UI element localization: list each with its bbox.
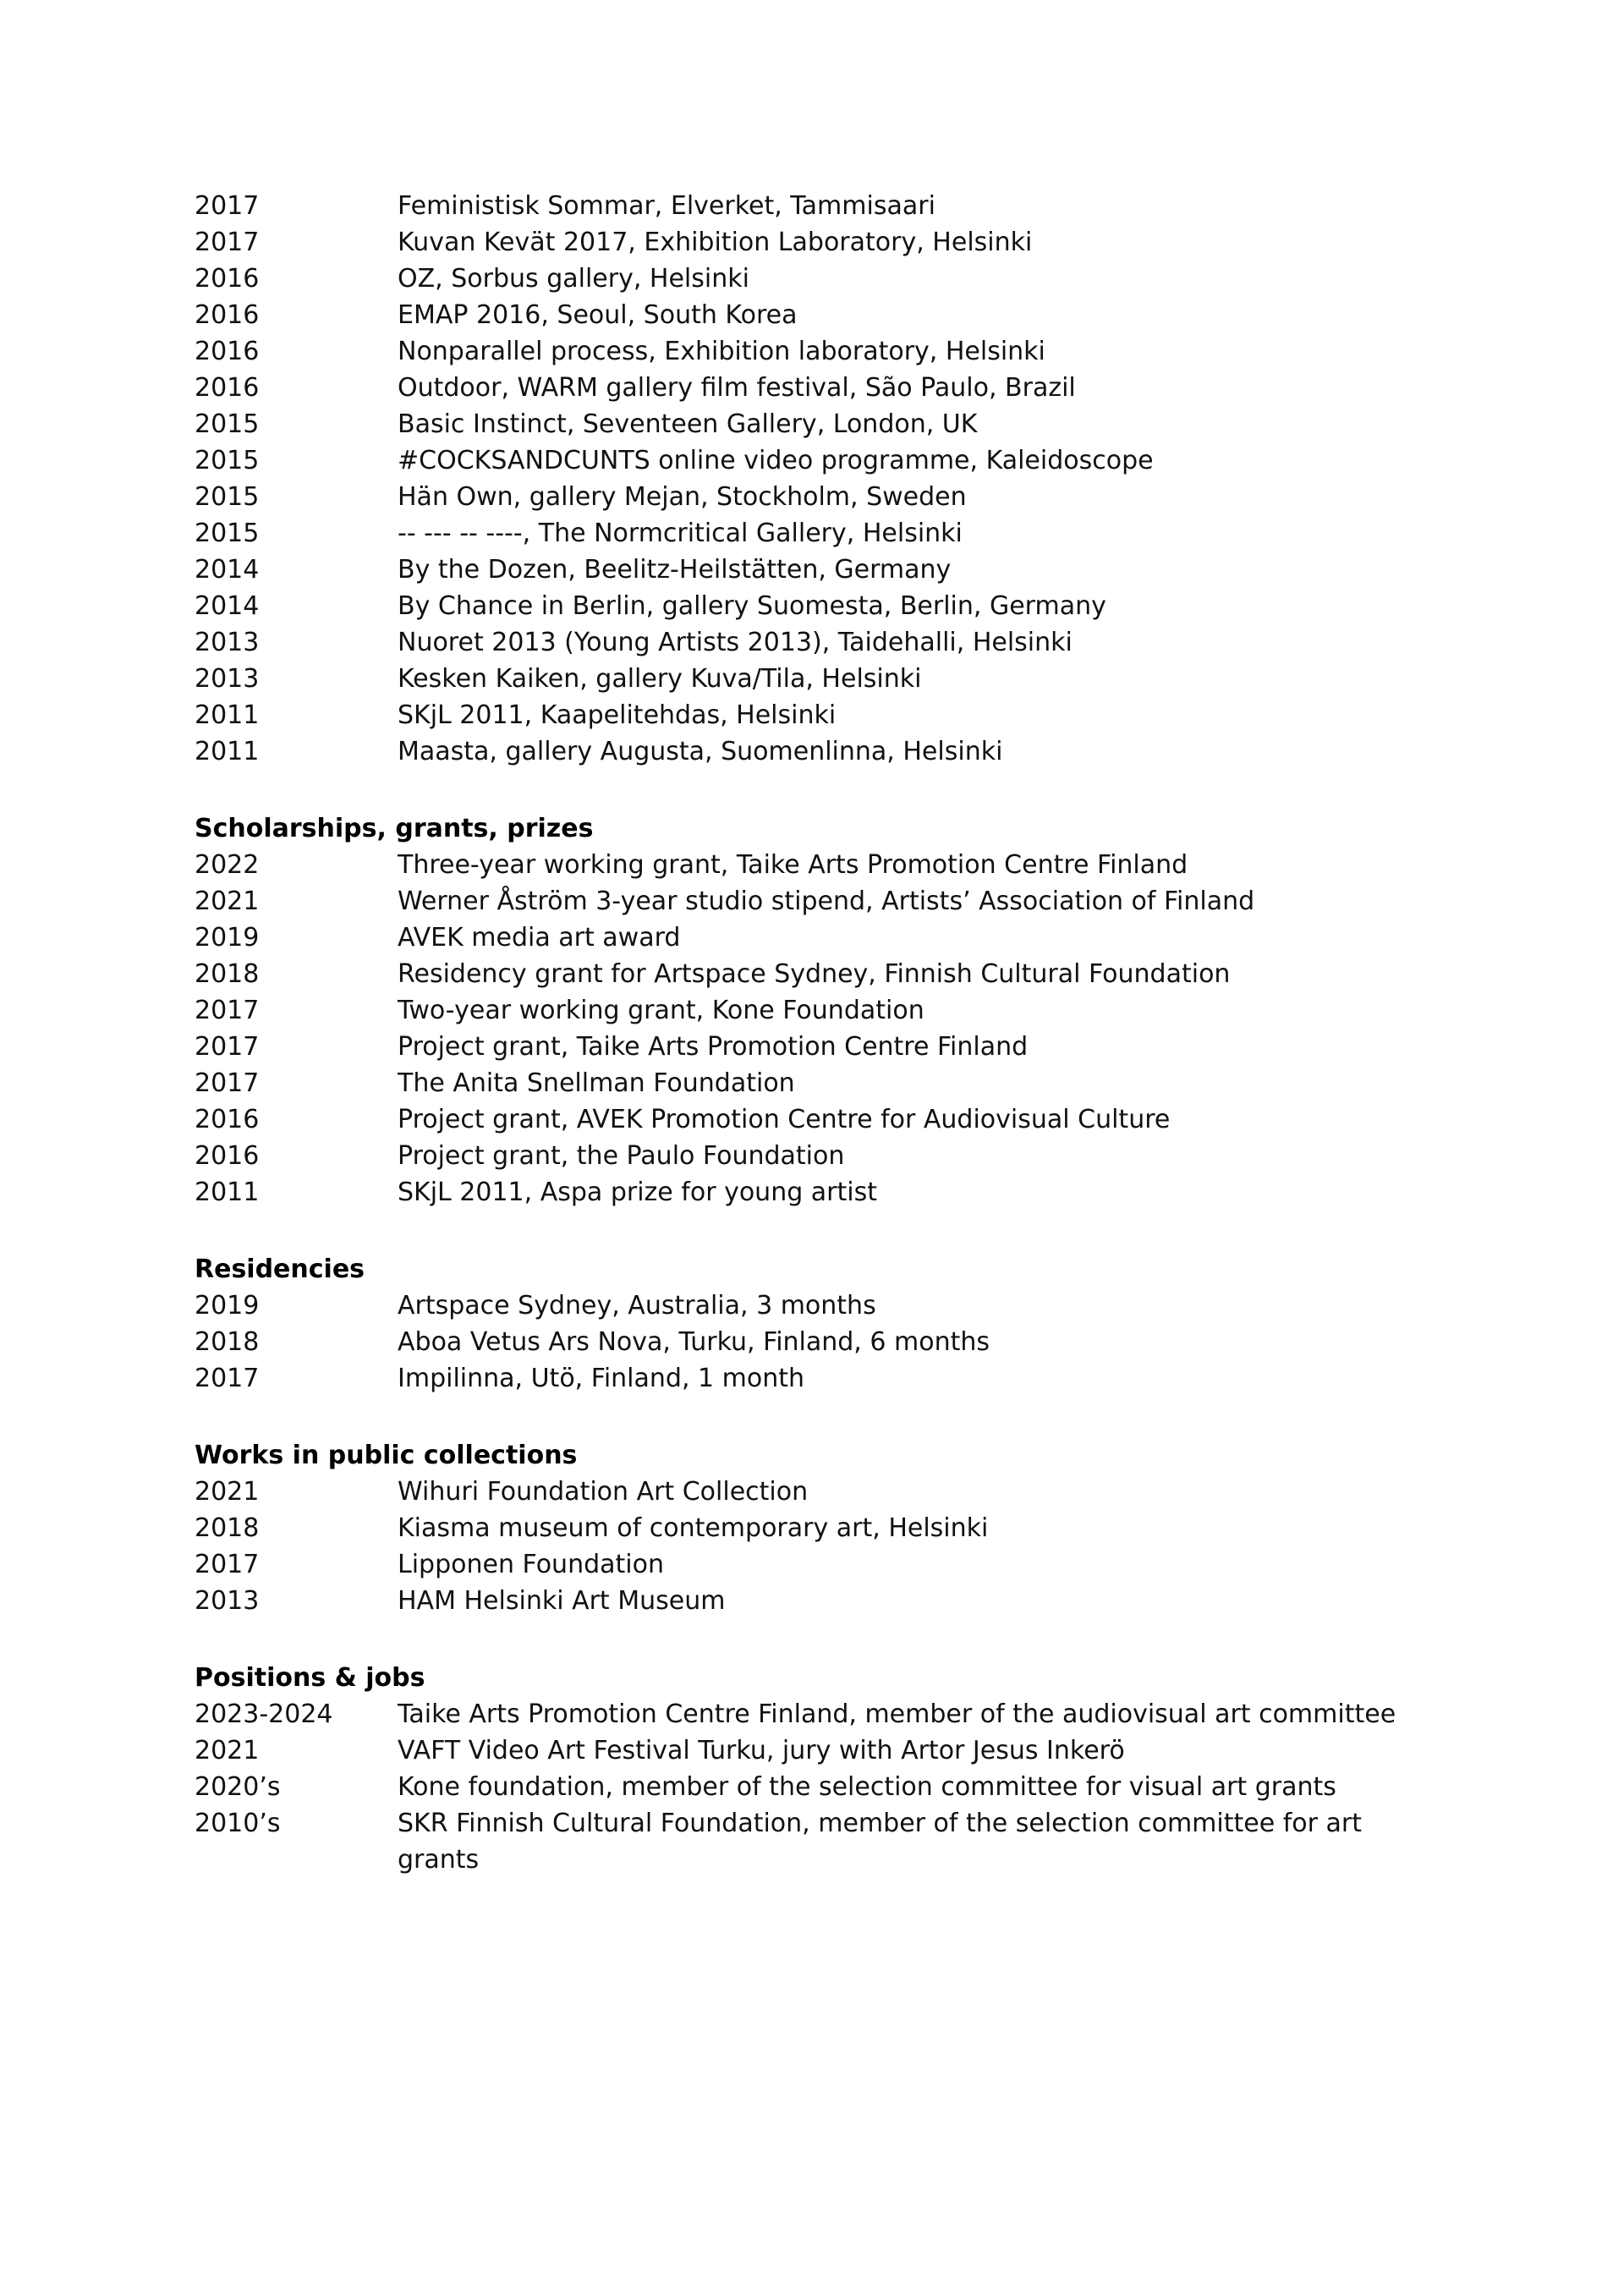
cv-row	[195, 956, 1577, 992]
cv-row	[195, 883, 1577, 920]
cv-row-year: 2011	[195, 700, 260, 730]
cv-row	[195, 624, 1577, 661]
section-public-collections	[195, 1437, 1577, 1619]
cv-row	[195, 1769, 1577, 1805]
cv-row-year: 2010’s	[195, 1809, 281, 1838]
cv-row-year: 2019	[195, 923, 260, 953]
cv-row-year: 2018	[195, 1513, 260, 1543]
cv-row-text: #COCKSANDCUNTS online video programme, Kaleidoscope	[398, 446, 1154, 475]
cv-row-text: Lipponen Foundation	[398, 1550, 664, 1579]
cv-row-text: -- --- -- ----, The Normcritical Gallery, Helsinki	[398, 519, 963, 548]
cv-row	[195, 224, 1577, 261]
cv-row-text: Nonparallel process, Exhibition laboratory, Helsinki	[398, 337, 1045, 366]
cv-row-text: Wihuri Foundation Art Collection	[398, 1477, 809, 1507]
cv-row	[195, 479, 1577, 515]
cv-row	[195, 920, 1577, 956]
cv-row	[195, 1029, 1577, 1065]
cv-row-year: 2017	[195, 228, 260, 257]
cv-row	[195, 1138, 1577, 1174]
cv-row	[195, 1696, 1577, 1732]
cv-row-year: 2021	[195, 1477, 260, 1507]
cv-row	[195, 1324, 1577, 1360]
cv-row-text: Maasta, gallery Augusta, Suomenlinna, Helsinki	[398, 737, 1003, 766]
cv-row-text: Residency grant for Artspace Sydney, Finnish Cultural Foundation	[398, 959, 1231, 989]
cv-row-text: Impilinna, Utö, Finland, 1 month	[398, 1364, 805, 1393]
cv-row	[195, 1360, 1577, 1397]
section-positions-jobs	[195, 1660, 1577, 1878]
cv-row-year: 2013	[195, 628, 260, 657]
cv-row	[195, 992, 1577, 1029]
cv-row	[195, 297, 1577, 333]
cv-row	[195, 515, 1577, 552]
cv-row	[195, 261, 1577, 297]
cv-row-text: The Anita Snellman Foundation	[398, 1068, 795, 1098]
cv-row-year: 2016	[195, 1105, 260, 1134]
section-scholarships	[195, 810, 1577, 1211]
cv-row-year: 2015	[195, 482, 260, 512]
cv-row-year: 2016	[195, 373, 260, 403]
cv-row	[195, 588, 1577, 624]
cv-row	[195, 1101, 1577, 1138]
section-heading: Positions & jobs	[195, 1663, 425, 1693]
cv-row-year: 2021	[195, 887, 260, 916]
cv-row-year: 2011	[195, 1178, 260, 1207]
cv-row-text: Kone foundation, member of the selection committee for visual art grants	[398, 1772, 1336, 1802]
cv-row-year: 2015	[195, 519, 260, 548]
cv-row	[195, 1065, 1577, 1101]
cv-row-year: 2017	[195, 1032, 260, 1062]
cv-row-year: 2019	[195, 1291, 260, 1320]
cv-row-year: 2017	[195, 1068, 260, 1098]
cv-row-year: 2013	[195, 1586, 260, 1616]
cv-row-text: OZ, Sorbus gallery, Helsinki	[398, 264, 749, 294]
cv-row-text: EMAP 2016, Seoul, South Korea	[398, 300, 798, 330]
cv-row-text: HAM Helsinki Art Museum	[398, 1586, 726, 1616]
cv-row-year: 2013	[195, 664, 260, 694]
cv-row	[195, 406, 1577, 442]
cv-row-text: Kesken Kaiken, gallery Kuva/Tila, Helsinki	[398, 664, 922, 694]
cv-row-year: 2017	[195, 1550, 260, 1579]
cv-row	[195, 370, 1577, 406]
cv-row	[195, 552, 1577, 588]
cv-row	[195, 847, 1577, 883]
cv-row	[195, 1583, 1577, 1619]
cv-row-year: 2016	[195, 337, 260, 366]
cv-row-year: 2022	[195, 850, 260, 880]
cv-row-text: Three-year working grant, Taike Arts Promotion Centre Finland	[398, 850, 1188, 880]
cv-row-year: 2017	[195, 996, 260, 1025]
cv-row-text: By the Dozen, Beelitz-Heilstätten, Germany	[398, 555, 952, 585]
section-heading: Works in public collections	[195, 1441, 578, 1470]
cv-row	[195, 1510, 1577, 1546]
cv-row	[195, 1174, 1577, 1211]
cv-row	[195, 1288, 1577, 1324]
cv-row-text: Project grant, Taike Arts Promotion Centre Finland	[398, 1032, 1029, 1062]
cv-row-year: 2011	[195, 737, 260, 766]
cv-row-year: 2021	[195, 1736, 260, 1765]
cv-row-text: SKjL 2011, Aspa prize for young artist	[398, 1178, 877, 1207]
cv-row-text: Kuvan Kevät 2017, Exhibition Laboratory, Helsinki	[398, 228, 1033, 257]
cv-row-year: 2023-2024	[195, 1699, 333, 1729]
cv-row	[195, 442, 1577, 479]
cv-row-text: Feministisk Sommar, Elverket, Tammisaari	[398, 191, 935, 221]
cv-row-text: Werner Åström 3-year studio stipend, Artists’ Association of Finland	[398, 887, 1255, 916]
cv-row-text: SKjL 2011, Kaapelitehdas, Helsinki	[398, 700, 837, 730]
cv-row-text: Taike Arts Promotion Centre Finland, member of the audiovisual art committee	[398, 1699, 1396, 1729]
section-exhibitions	[195, 188, 1577, 770]
cv-row-text: Basic Instinct, Seventeen Gallery, London, UK	[398, 409, 978, 439]
cv-row-text: AVEK media art award	[398, 923, 681, 953]
cv-row-year: 2015	[195, 446, 260, 475]
cv-row-text: Outdoor, WARM gallery film festival, São Paulo, Brazil	[398, 373, 1076, 403]
cv-row	[195, 333, 1577, 370]
cv-row	[195, 1474, 1577, 1510]
cv-row-year: 2014	[195, 555, 260, 585]
section-heading: Scholarships, grants, prizes	[195, 814, 594, 843]
cv-row-year: 2018	[195, 959, 260, 989]
cv-row-text: SKR Finnish Cultural Foundation, member of the selection committee for art grants	[398, 1809, 1362, 1875]
cv-row-text: Nuoret 2013 (Young Artists 2013), Taidehalli, Helsinki	[398, 628, 1073, 657]
cv-row	[195, 1805, 1577, 1878]
cv-row-year: 2016	[195, 264, 260, 294]
cv-row-text: Artspace Sydney, Australia, 3 months	[398, 1291, 876, 1320]
cv-row-text: VAFT Video Art Festival Turku, jury with Artor Jesus Inkerö	[398, 1736, 1125, 1765]
cv-row-year: 2016	[195, 300, 260, 330]
cv-row-year: 2017	[195, 1364, 260, 1393]
cv-row-year: 2015	[195, 409, 260, 439]
section-residencies	[195, 1251, 1577, 1397]
cv-row	[195, 697, 1577, 733]
cv-row-text: Hän Own, gallery Mejan, Stockholm, Sweden	[398, 482, 967, 512]
cv-row-text: By Chance in Berlin, gallery Suomesta, Berlin, Germany	[398, 591, 1106, 621]
cv-row	[195, 733, 1577, 770]
cv-row-text: Project grant, AVEK Promotion Centre for Audiovisual Culture	[398, 1105, 1171, 1134]
cv-row-text: Project grant, the Paulo Foundation	[398, 1141, 845, 1171]
cv-row-year: 2020’s	[195, 1772, 281, 1802]
cv-row-text: Kiasma museum of contemporary art, Helsinki	[398, 1513, 989, 1543]
cv-row	[195, 1732, 1577, 1769]
cv-row	[195, 188, 1577, 224]
section-heading: Residencies	[195, 1255, 365, 1284]
cv-row-text: Two-year working grant, Kone Foundation	[398, 996, 924, 1025]
cv-row-text: Aboa Vetus Ars Nova, Turku, Finland, 6 months	[398, 1327, 990, 1357]
cv-row-year: 2014	[195, 591, 260, 621]
cv-row	[195, 1546, 1577, 1583]
cv-row	[195, 661, 1577, 697]
cv-row-year: 2016	[195, 1141, 260, 1171]
cv-row-year: 2018	[195, 1327, 260, 1357]
cv-row-year: 2017	[195, 191, 260, 221]
